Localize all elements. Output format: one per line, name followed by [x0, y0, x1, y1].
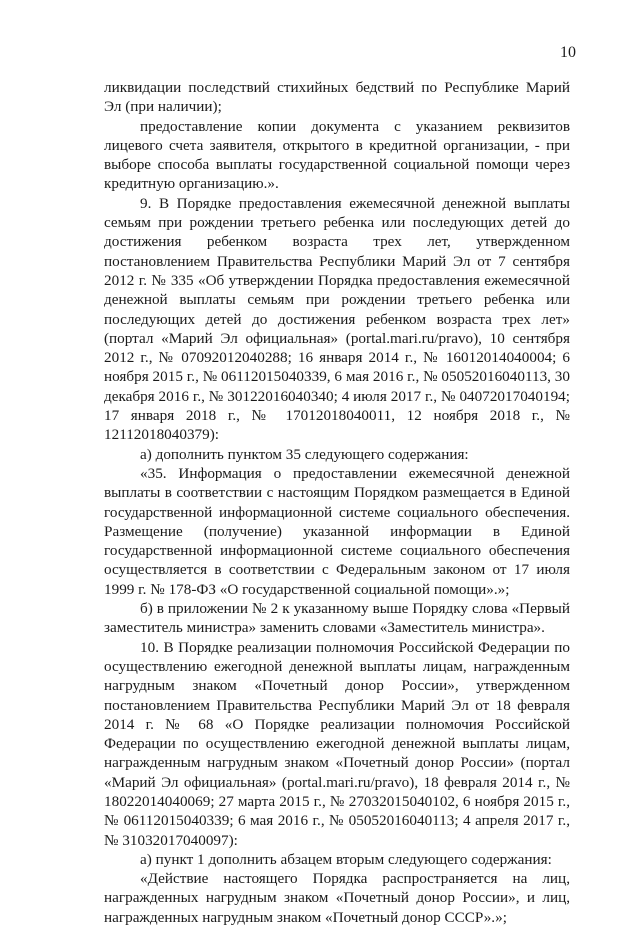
paragraph: предоставление копии документа с указанием реквизитов лицевого счета заявителя, открытого в кредитной организации, - при выборе способа выплаты государственной социальной помощи через кредитную организацию.». [104, 117, 570, 193]
paragraph: «35. Информация о предоставлении ежемесячной денежной выплаты в соответствии с настоящим Порядком размещается в Единой государственной информационной системе социального обеспечения. Размещение (получение) указанной информации в Единой государственной информационной системе социального обеспечения осуществляется в соответствии с Федеральным законом от 17 июля 1999 г. № 178-ФЗ «О государственной социальной помощи».»; [104, 464, 570, 598]
paragraph: а) дополнить пунктом 35 следующего содержания: [140, 445, 469, 463]
paragraph: ликвидации последствий стихийных бедствий по Республике Марий Эл (при наличии); [104, 79, 570, 116]
document-body [104, 78, 570, 927]
paragraph: 9. В Порядке предоставления ежемесячной денежной выплаты семьям при рождении третьего ребенка или последующих детей до достижения ребенком возраста трех лет, утвержденном постановлением Правительства Республики Марий Эл от 7 сентября 2012 г. № 335 «Об утверждении Порядка предоставления ежемесячной денежной выплаты семьям при рождении третьего ребенка или последующих детей до достижения ребенком возраста трех лет» (портал «Марий Эл официальная» (portal.mari.ru/pravo), 10 сентября 2012 г., № 07092012040288; 16 января 2014 г., № 16012014040004; 6 ноября 2015 г., № 06112015040339, 6 мая 2016 г., № 05052016040113, 30 декабря 2016 г., № 30122016040340; 4 июля 2017 г., № 04072017040194; 17 января 2018 г., № 17012018040011, 12 ноября 2018 г., № 12112018040379): [104, 194, 570, 444]
paragraph: б) в приложении № 2 к указанному выше Порядку слова «Первый заместитель министра» заменить словами «Заместитель министра». [104, 600, 570, 637]
page-number: 10 [560, 44, 576, 61]
paragraph: а) пункт 1 дополнить абзацем вторым следующего содержания: [140, 850, 552, 868]
paragraph: «Действие настоящего Порядка распространяется на лиц, награжденных нагрудным знаком «Почетный донор России», и лиц, награжденных нагрудным знаком «Почетный донор СССР».»; [104, 870, 570, 926]
paragraph: 10. В Порядке реализации полномочия Российской Федерации по осуществлению ежегодной денежной выплаты лицам, награжденным нагрудным знаком «Почетный донор России», утвержденном постановлением Правительства Республики Марий Эл от 18 февраля 2014 г. № 68 «О Порядке реализации полномочия Российской Федерации по осуществлению ежегодной денежной выплаты лицам, награжденным нагрудным знаком «Почетный донор России» (портал «Марий Эл официальная» (portal.mari.ru/pravo), 18 февраля 2014 г., № 18022014040069; 27 марта 2015 г., № 27032015040102, 6 ноября 2015 г., № 06112015040339; 6 мая 2016 г., № 05052016040113; 4 апреля 2017 г., № 31032017040097): [104, 638, 570, 849]
